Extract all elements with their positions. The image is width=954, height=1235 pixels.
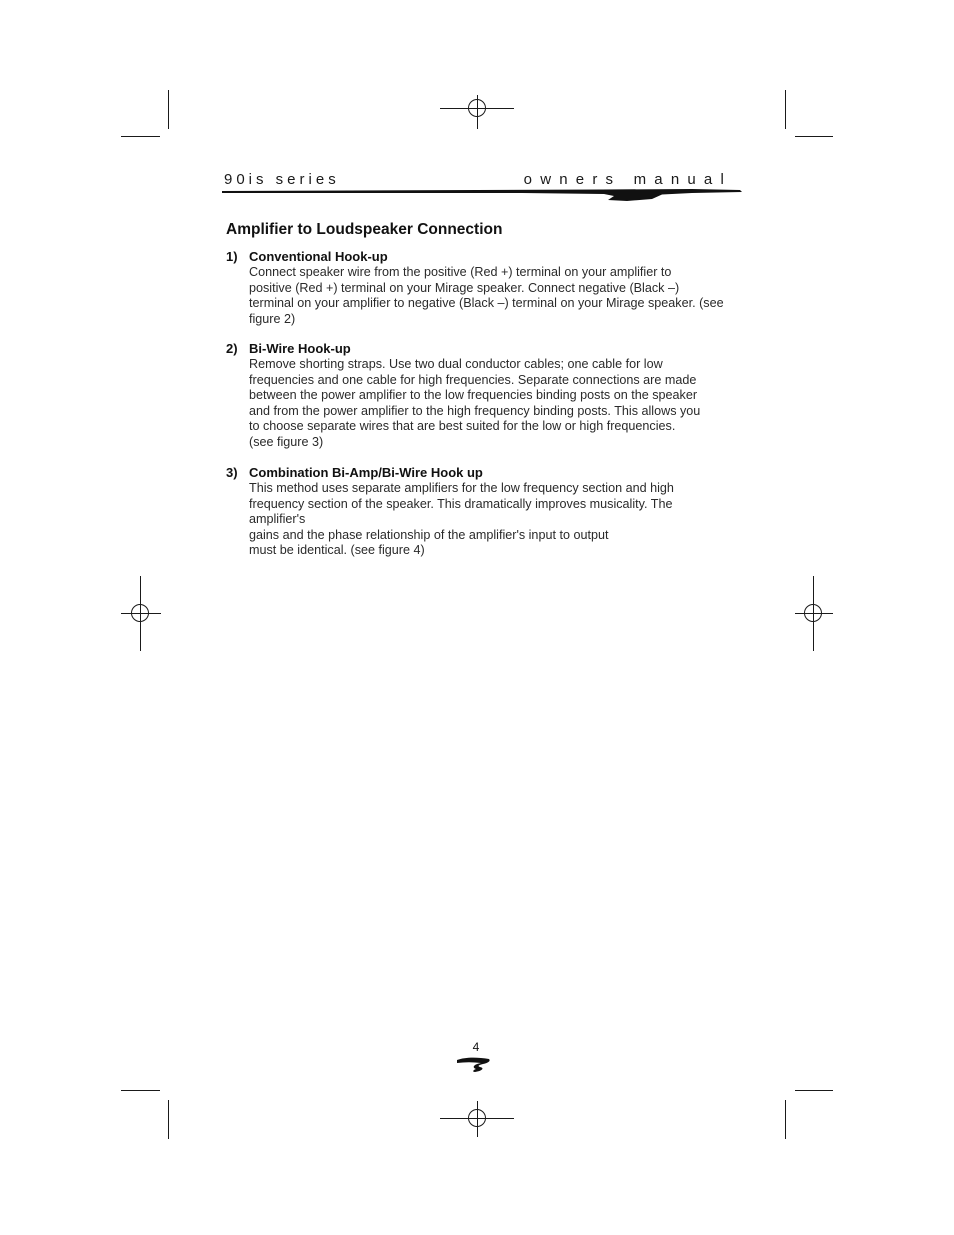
page-number: 4 [472, 1040, 480, 1054]
crosshair-icon [804, 604, 822, 622]
page-title: Amplifier to Loudspeaker Connection [226, 221, 503, 238]
crop-mark-bottom-right-horizontal [795, 1090, 833, 1091]
section-heading [226, 249, 726, 265]
crop-mark-bottom-right-vertical [785, 1100, 786, 1139]
crop-mark-top-left-vertical [168, 90, 169, 129]
section-body: Connect speaker wire from the positive (Red +) terminal on your amplifier to positive (Red +) terminal on your Mirage speaker. Connect negative (Black –) terminal on your amplifier to negative (Black –) terminal on your Mirage speaker. (see figure 2) [249, 265, 724, 326]
header-manual-label: owners manual [523, 171, 732, 188]
crop-mark-top-right-vertical [785, 90, 786, 129]
section-conventional-hookup [226, 249, 726, 327]
crop-mark-bottom-left-horizontal [121, 1090, 160, 1091]
section-bi-amp-bi-wire-hookup [226, 465, 726, 559]
section-body: Remove shorting straps. Use two dual conductor cables; one cable for low frequencies and one cable for high frequencies. Separate connections are made between the power amplifier to the low frequencies binding posts on the speaker and from the power amplifier to the high frequency binding posts. This allows you to choose separate wires that are best suited for the low or high frequencies. (see figure 3) [249, 357, 701, 449]
crop-mark-top-left-horizontal [121, 136, 160, 137]
crop-mark-bottom-left-vertical [168, 1100, 169, 1139]
crosshair-icon [468, 1109, 486, 1127]
crosshair-icon [468, 99, 486, 117]
section-number: 3) [226, 465, 238, 480]
section-body: This method uses separate amplifiers for the low frequency section and high frequency section of the speaker. This dramatically improves musicality. The amplifier's gains and the phase relationship of the amplifier's input to output must be identical. (see figure 4) [249, 481, 674, 557]
header-brush-rule [222, 186, 742, 206]
section-heading [226, 465, 726, 481]
section-heading-text: Combination Bi-Amp/Bi-Wire Hook up [249, 465, 483, 480]
section-bi-wire-hookup [226, 341, 726, 450]
mirage-logo-mark-icon [455, 1054, 493, 1074]
section-heading-text: Conventional Hook-up [249, 249, 388, 264]
section-heading-text: Bi-Wire Hook-up [249, 341, 351, 356]
crop-mark-top-right-horizontal [795, 136, 833, 137]
section-heading [226, 341, 726, 357]
section-number: 1) [226, 249, 238, 264]
header-series-label: 90is series [224, 171, 340, 188]
crosshair-icon [131, 604, 149, 622]
section-number: 2) [226, 341, 238, 356]
